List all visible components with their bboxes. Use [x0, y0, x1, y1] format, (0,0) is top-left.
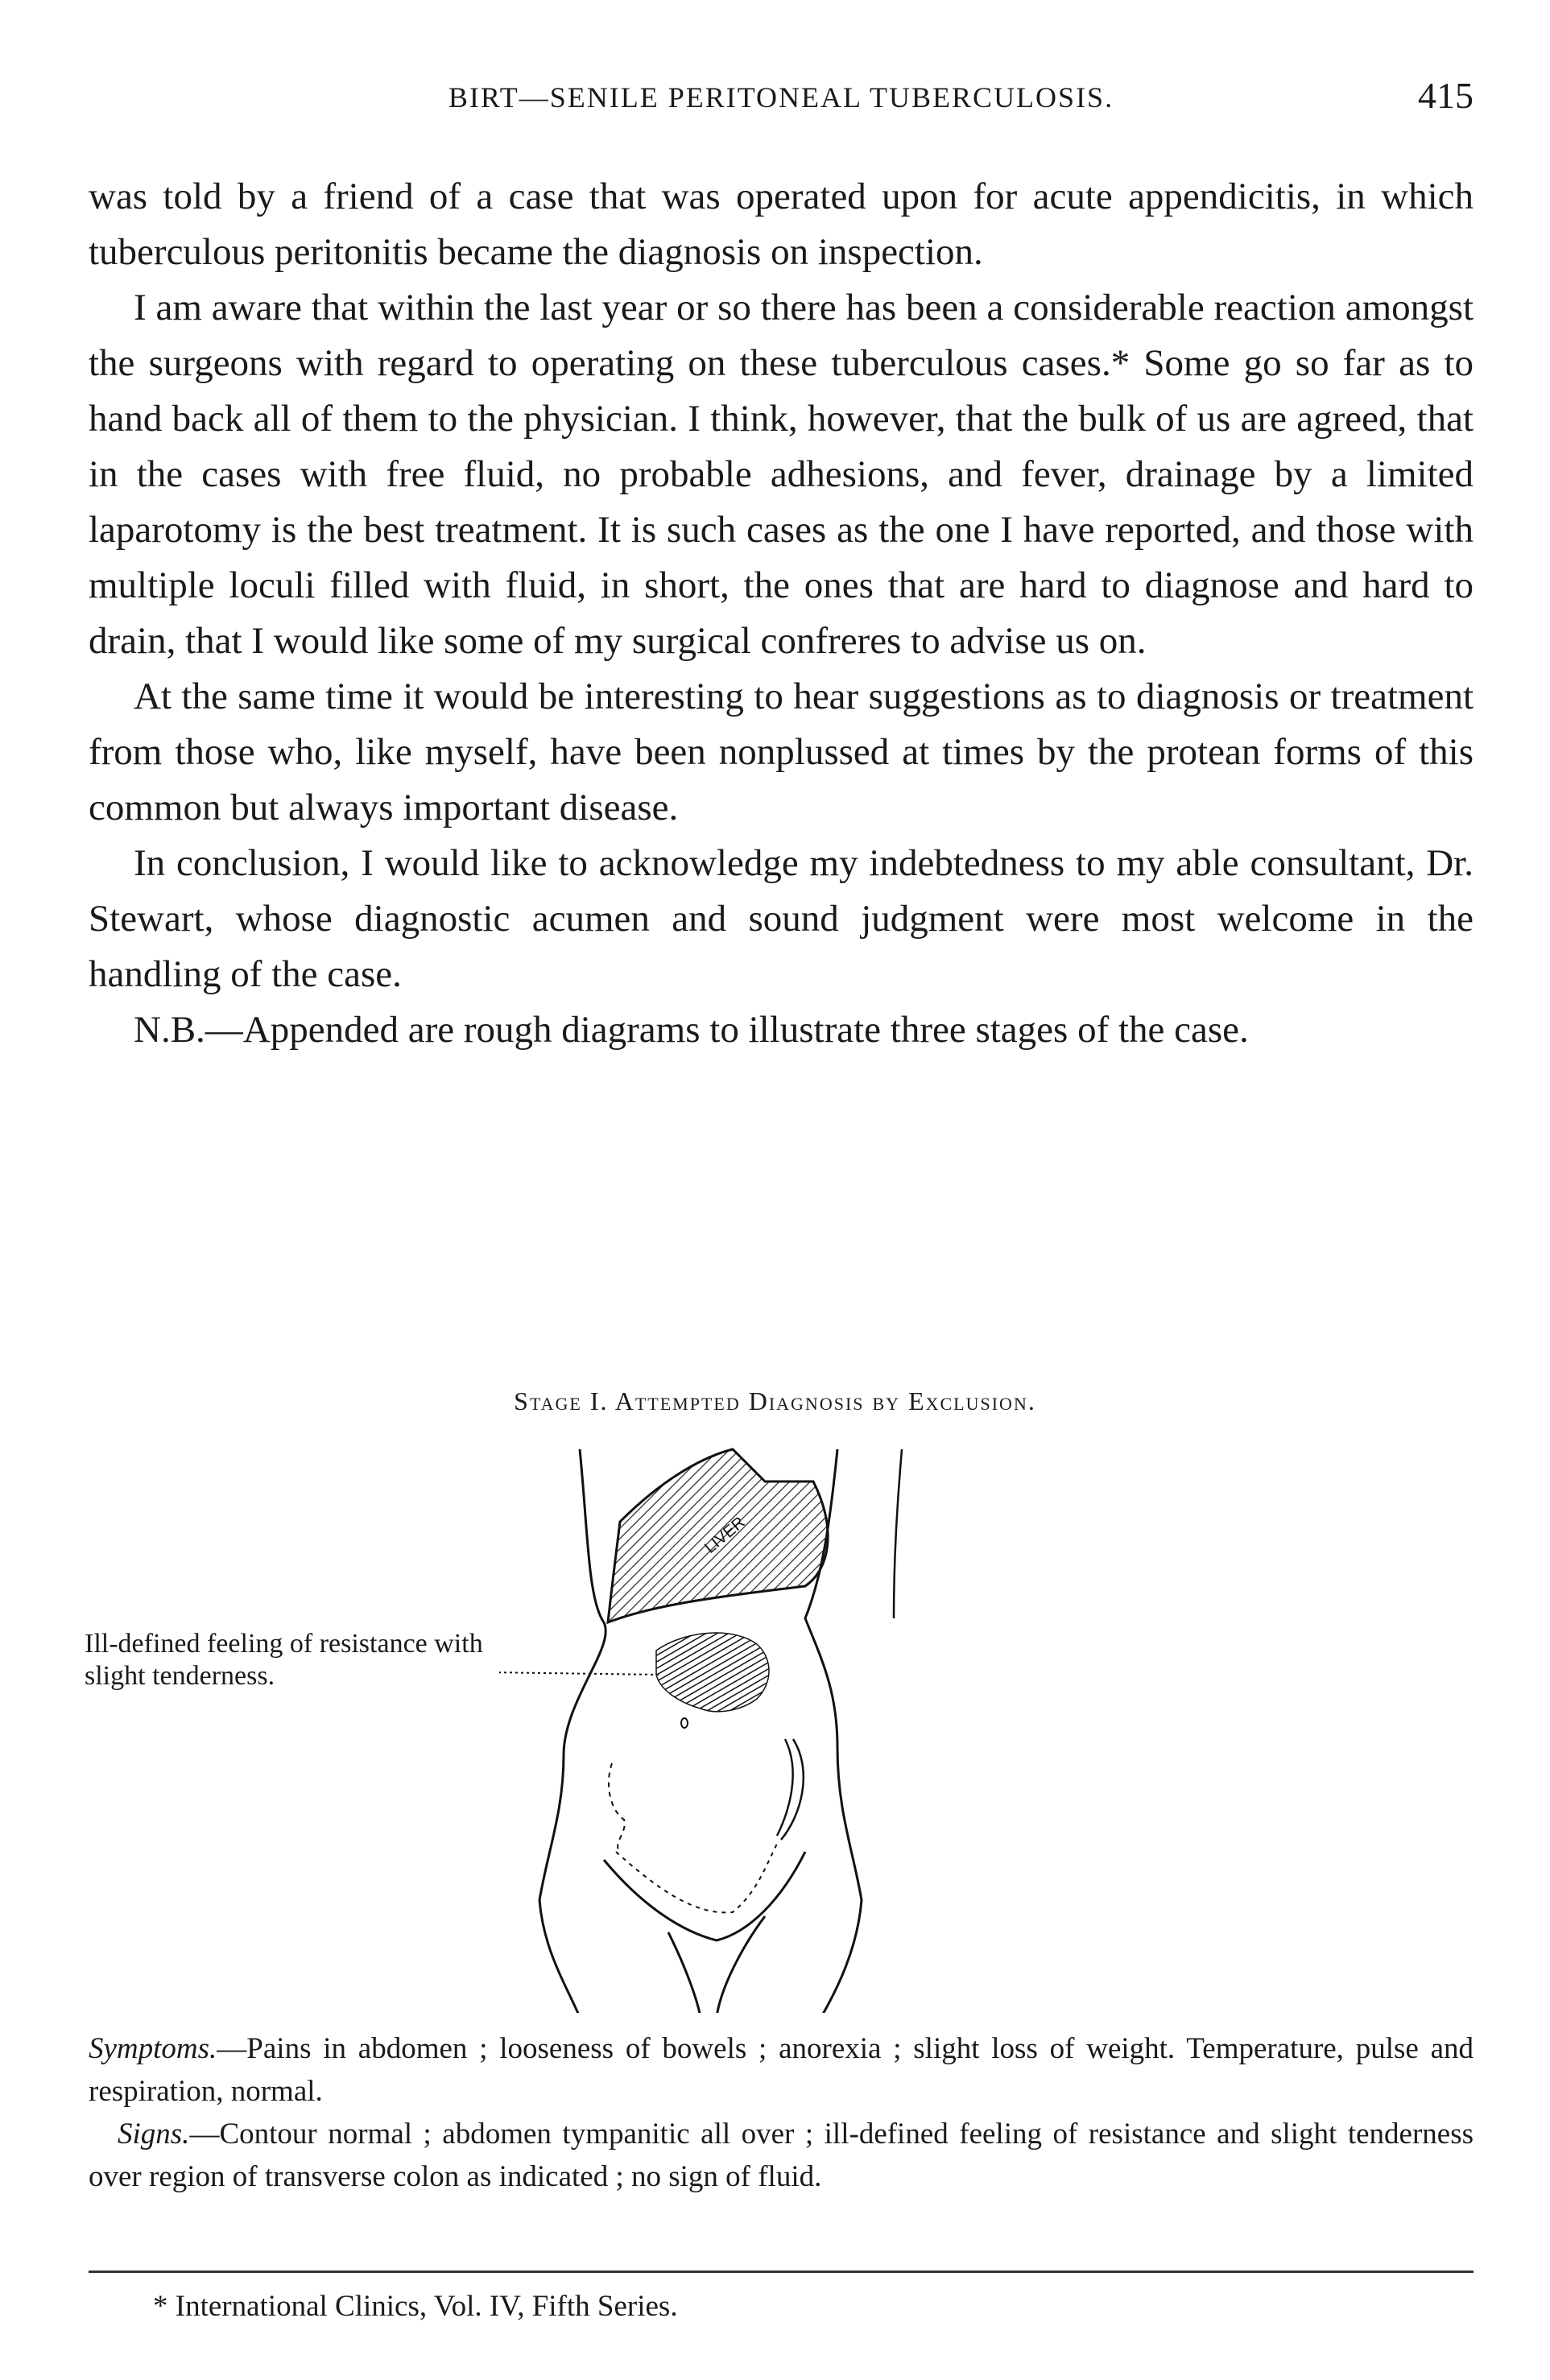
groin-line [668, 1932, 701, 2013]
signs-text: —Contour normal ; abdomen tympanitic all over ; ill-defined feeling of resistance and slight tenderness over region of transverse colon as indicated ; no sign of fluid. [89, 2118, 1474, 2193]
symptoms-text: —Pains in abdomen ; looseness of bowels ; anorexia ; slight loss of weight. Temperature, pulse and respiration, normal. [89, 2032, 1474, 2108]
paragraph-1: was told by a friend of a case that was operated upon for acute appendicitis, in which tuberculous peritonitis became the diagnosis on inspection. [89, 176, 1474, 273]
figure-notes [89, 2027, 1474, 2198]
abdomen-diagram-svg [499, 1433, 998, 2013]
running-title: BIRT—SENILE PERITONEAL TUBERCULOSIS. [448, 81, 1114, 114]
paragraph-5: N.B.—Appended are rough diagrams to illustrate three stages of the case. [134, 1009, 1249, 1051]
signs-note [89, 2113, 1474, 2198]
right-flank-curve [777, 1739, 793, 1836]
figure-caption: Stage I. Attempted Diagnosis by Exclusion. [514, 1386, 1036, 1415]
paragraph-4: In conclusion, I would like to acknowledge my indebtedness to my able consultant, Dr. Stewart, whose diagnostic acumen and sound judgment were most welcome in the handling of the case. [89, 842, 1474, 995]
footnote-rule [89, 2271, 1474, 2273]
abdomen-diagram [499, 1433, 998, 2013]
page-number: 415 [1418, 75, 1474, 116]
leader-line [499, 1672, 660, 1675]
symptoms-label: Symptoms. [89, 2032, 217, 2065]
body-text [89, 169, 1474, 1058]
signs-label: Signs. [118, 2118, 190, 2151]
page-header [89, 74, 1474, 130]
trunk-right-edge [894, 1449, 902, 1618]
liver-label: LIVER [701, 1513, 749, 1557]
resistance-region [656, 1633, 769, 1712]
paragraph-3: At the same time it would be interesting to hear suggestions as to diagnosis or treatment from those who, like myself, have been nonplussed at times by the protean forms of this common but always important disease. [89, 676, 1474, 828]
footnote: * International Clinics, Vol. IV, Fifth Series. [153, 2290, 678, 2323]
umbilicus [681, 1718, 688, 1728]
pelvic-outer-line [604, 1852, 805, 1940]
symptoms-note [89, 2027, 1474, 2113]
pelvic-inner-line [616, 1844, 777, 1912]
left-flank-curve [609, 1763, 625, 1852]
trunk-left-outline [539, 1449, 606, 2013]
figure-side-label: Ill-defined feeling of resistance with slight tenderness. [85, 1629, 483, 1691]
paragraph-2: I am aware that within the last year or so there has been a considerable reaction amongst the surgeons with regard to operating on these tuberculous cases.* Some go so far as to hand back all of them to the physician. I think, however, that the bulk of us are agreed, that in the cases with free fluid, no probable adhesions, and fever, drainage by a limited laparotomy is the best treatment. It is such cases as the one I have reported, and those with multiple loculi filled with fluid, in short, the ones that are hard to diagnose and hard to drain, that I would like some of my surgical confreres to advise us on. [89, 287, 1474, 662]
